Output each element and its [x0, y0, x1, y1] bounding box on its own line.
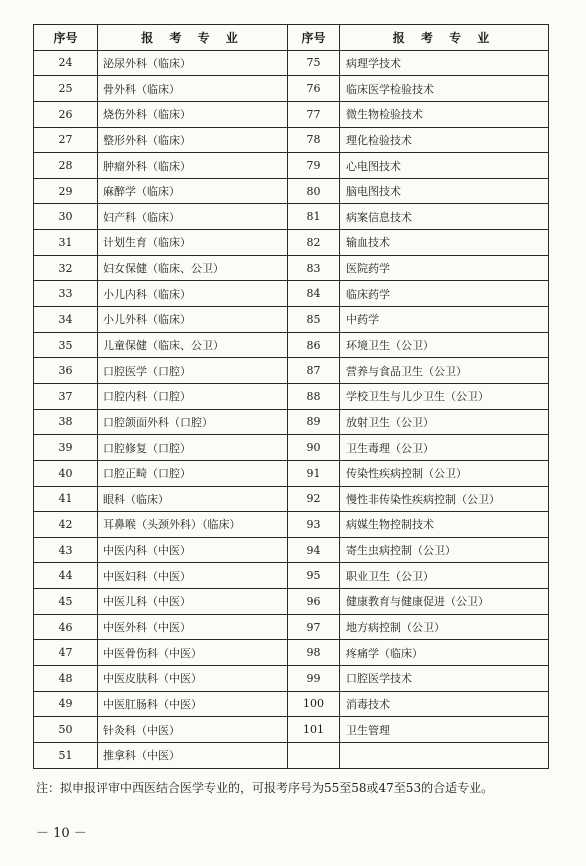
table-row: [34, 589, 549, 615]
row-number-2: 90: [288, 435, 340, 461]
row-major: 小儿内科（临床）: [98, 281, 288, 307]
row-major-2: 病理学技术: [340, 50, 549, 76]
table-row: [34, 101, 549, 127]
row-major: 中医妇科（中医）: [98, 563, 288, 589]
row-major-2: 心电图技术: [340, 153, 549, 179]
row-number: 44: [34, 563, 98, 589]
row-number-2: 84: [288, 281, 340, 307]
row-number-2: 86: [288, 332, 340, 358]
row-number: 50: [34, 717, 98, 743]
table-row: [34, 153, 549, 179]
row-number-2: 81: [288, 204, 340, 230]
table-row: [34, 614, 549, 640]
row-major: 口腔颌面外科（口腔）: [98, 409, 288, 435]
row-major-2: 消毒技术: [340, 691, 549, 717]
row-number-2: 91: [288, 460, 340, 486]
footnote: 注：拟申报评审中西医结合医学专业的，可报考序号为55至58或47至53的合适专业。: [36, 781, 494, 795]
row-major-2: 地方病控制（公卫）: [340, 614, 549, 640]
row-number: 28: [34, 153, 98, 179]
row-major-2: 卫生毒理（公卫）: [340, 435, 549, 461]
table-row: [34, 717, 549, 743]
row-major: 中医皮肤科（中医）: [98, 666, 288, 692]
row-number-2: 95: [288, 563, 340, 589]
row-number: 24: [34, 50, 98, 76]
row-major: 口腔内科（口腔）: [98, 383, 288, 409]
row-major-2: 医院药学: [340, 255, 549, 281]
row-number: 45: [34, 589, 98, 615]
row-number-2: 96: [288, 589, 340, 615]
row-number: 48: [34, 666, 98, 692]
row-major: 眼科（临床）: [98, 486, 288, 512]
table-row: [34, 281, 549, 307]
row-major-2: 临床医学检验技术: [340, 76, 549, 102]
row-major: 妇女保健（临床、公卫）: [98, 255, 288, 281]
row-number: 33: [34, 281, 98, 307]
row-number-2: 79: [288, 153, 340, 179]
row-major: 针灸科（中医）: [98, 717, 288, 743]
row-number-2: 87: [288, 358, 340, 384]
majors-table: [33, 24, 549, 769]
row-number-2: 89: [288, 409, 340, 435]
row-number: 37: [34, 383, 98, 409]
row-number-2: 85: [288, 307, 340, 333]
row-major-2: [340, 742, 549, 768]
row-major-2: 临床药学: [340, 281, 549, 307]
row-major: 儿童保健（临床、公卫）: [98, 332, 288, 358]
row-major-2: 环境卫生（公卫）: [340, 332, 549, 358]
row-major: 麻醉学（临床）: [98, 178, 288, 204]
row-number: 30: [34, 204, 98, 230]
table-row: [34, 486, 549, 512]
row-major: 中医骨伤科（中医）: [98, 640, 288, 666]
table-row: [34, 50, 549, 76]
row-major-2: 健康教育与健康促进（公卫）: [340, 589, 549, 615]
row-major-2: 中药学: [340, 307, 549, 333]
row-major: 肿瘤外科（临床）: [98, 153, 288, 179]
row-major-2: 职业卫生（公卫）: [340, 563, 549, 589]
row-number-2: 93: [288, 512, 340, 538]
row-major-2: 输血技术: [340, 230, 549, 256]
row-major: 妇产科（临床）: [98, 204, 288, 230]
row-number-2: 98: [288, 640, 340, 666]
table-row: [34, 537, 549, 563]
row-major: 耳鼻喉（头颈外科）（临床）: [98, 512, 288, 538]
table-row: [34, 178, 549, 204]
row-number: 25: [34, 76, 98, 102]
row-number-2: 80: [288, 178, 340, 204]
row-number-2: 94: [288, 537, 340, 563]
table-row: [34, 358, 549, 384]
header-no-2: 序号: [288, 25, 340, 51]
row-number-2: 77: [288, 101, 340, 127]
row-major: 小儿外科（临床）: [98, 307, 288, 333]
row-major-2: 病案信息技术: [340, 204, 549, 230]
row-number-2: 100: [288, 691, 340, 717]
row-number: 26: [34, 101, 98, 127]
row-major-2: 卫生管理: [340, 717, 549, 743]
row-major: 口腔正畸（口腔）: [98, 460, 288, 486]
row-number: 38: [34, 409, 98, 435]
row-number: 29: [34, 178, 98, 204]
row-major-2: 理化检验技术: [340, 127, 549, 153]
row-number-2: 78: [288, 127, 340, 153]
row-number: 46: [34, 614, 98, 640]
table-row: [34, 563, 549, 589]
row-number-2: 75: [288, 50, 340, 76]
row-number: 49: [34, 691, 98, 717]
row-major-2: 营养与食品卫生（公卫）: [340, 358, 549, 384]
table-row: [34, 666, 549, 692]
row-number: 32: [34, 255, 98, 281]
row-number-2: 82: [288, 230, 340, 256]
row-number-2: 97: [288, 614, 340, 640]
row-number: 35: [34, 332, 98, 358]
header-major-2: 报 考 专 业: [340, 25, 549, 51]
row-number-2: 76: [288, 76, 340, 102]
row-number-2: 83: [288, 255, 340, 281]
row-major-2: 传染性疾病控制（公卫）: [340, 460, 549, 486]
row-major-2: 寄生虫病控制（公卫）: [340, 537, 549, 563]
row-major: 推拿科（中医）: [98, 742, 288, 768]
header-no: 序号: [34, 25, 98, 51]
table-row: [34, 691, 549, 717]
row-number: 34: [34, 307, 98, 333]
header-major: 报 考 专 业: [98, 25, 288, 51]
row-major: 中医肛肠科（中医）: [98, 691, 288, 717]
row-number: 47: [34, 640, 98, 666]
row-number: 36: [34, 358, 98, 384]
page-number: － 10 －: [36, 826, 87, 841]
row-number-2: 88: [288, 383, 340, 409]
table-row: [34, 307, 549, 333]
row-major-2: 放射卫生（公卫）: [340, 409, 549, 435]
table-row: [34, 640, 549, 666]
table-row: [34, 332, 549, 358]
row-major-2: 慢性非传染性疾病控制（公卫）: [340, 486, 549, 512]
row-number: 43: [34, 537, 98, 563]
row-major: 口腔修复（口腔）: [98, 435, 288, 461]
row-major: 骨外科（临床）: [98, 76, 288, 102]
row-major: 中医儿科（中医）: [98, 589, 288, 615]
table-row: [34, 127, 549, 153]
row-number: 51: [34, 742, 98, 768]
row-number-2: 92: [288, 486, 340, 512]
row-major-2: 病媒生物控制技术: [340, 512, 549, 538]
row-major: 口腔医学（口腔）: [98, 358, 288, 384]
row-major: 中医外科（中医）: [98, 614, 288, 640]
table-row: [34, 383, 549, 409]
table-row: [34, 435, 549, 461]
table-row: [34, 204, 549, 230]
row-major-2: 脑电图技术: [340, 178, 549, 204]
table-row: [34, 255, 549, 281]
row-number: 27: [34, 127, 98, 153]
row-major: 烧伤外科（临床）: [98, 101, 288, 127]
table-row: [34, 460, 549, 486]
table-row: [34, 512, 549, 538]
table-row: [34, 742, 549, 768]
row-number: 41: [34, 486, 98, 512]
row-number-2: [288, 742, 340, 768]
table-row: [34, 76, 549, 102]
table-header-row: [34, 25, 549, 51]
row-major: 整形外科（临床）: [98, 127, 288, 153]
row-major: 泌尿外科（临床）: [98, 50, 288, 76]
row-number: 31: [34, 230, 98, 256]
row-number-2: 99: [288, 666, 340, 692]
row-major-2: 口腔医学技术: [340, 666, 549, 692]
row-major-2: 学校卫生与儿少卫生（公卫）: [340, 383, 549, 409]
row-major: 中医内科（中医）: [98, 537, 288, 563]
row-number-2: 101: [288, 717, 340, 743]
row-number: 40: [34, 460, 98, 486]
row-major: 计划生育（临床）: [98, 230, 288, 256]
table-row: [34, 409, 549, 435]
table-row: [34, 230, 549, 256]
row-number: 39: [34, 435, 98, 461]
row-number: 42: [34, 512, 98, 538]
row-major-2: 疼痛学（临床）: [340, 640, 549, 666]
row-major-2: 微生物检验技术: [340, 101, 549, 127]
